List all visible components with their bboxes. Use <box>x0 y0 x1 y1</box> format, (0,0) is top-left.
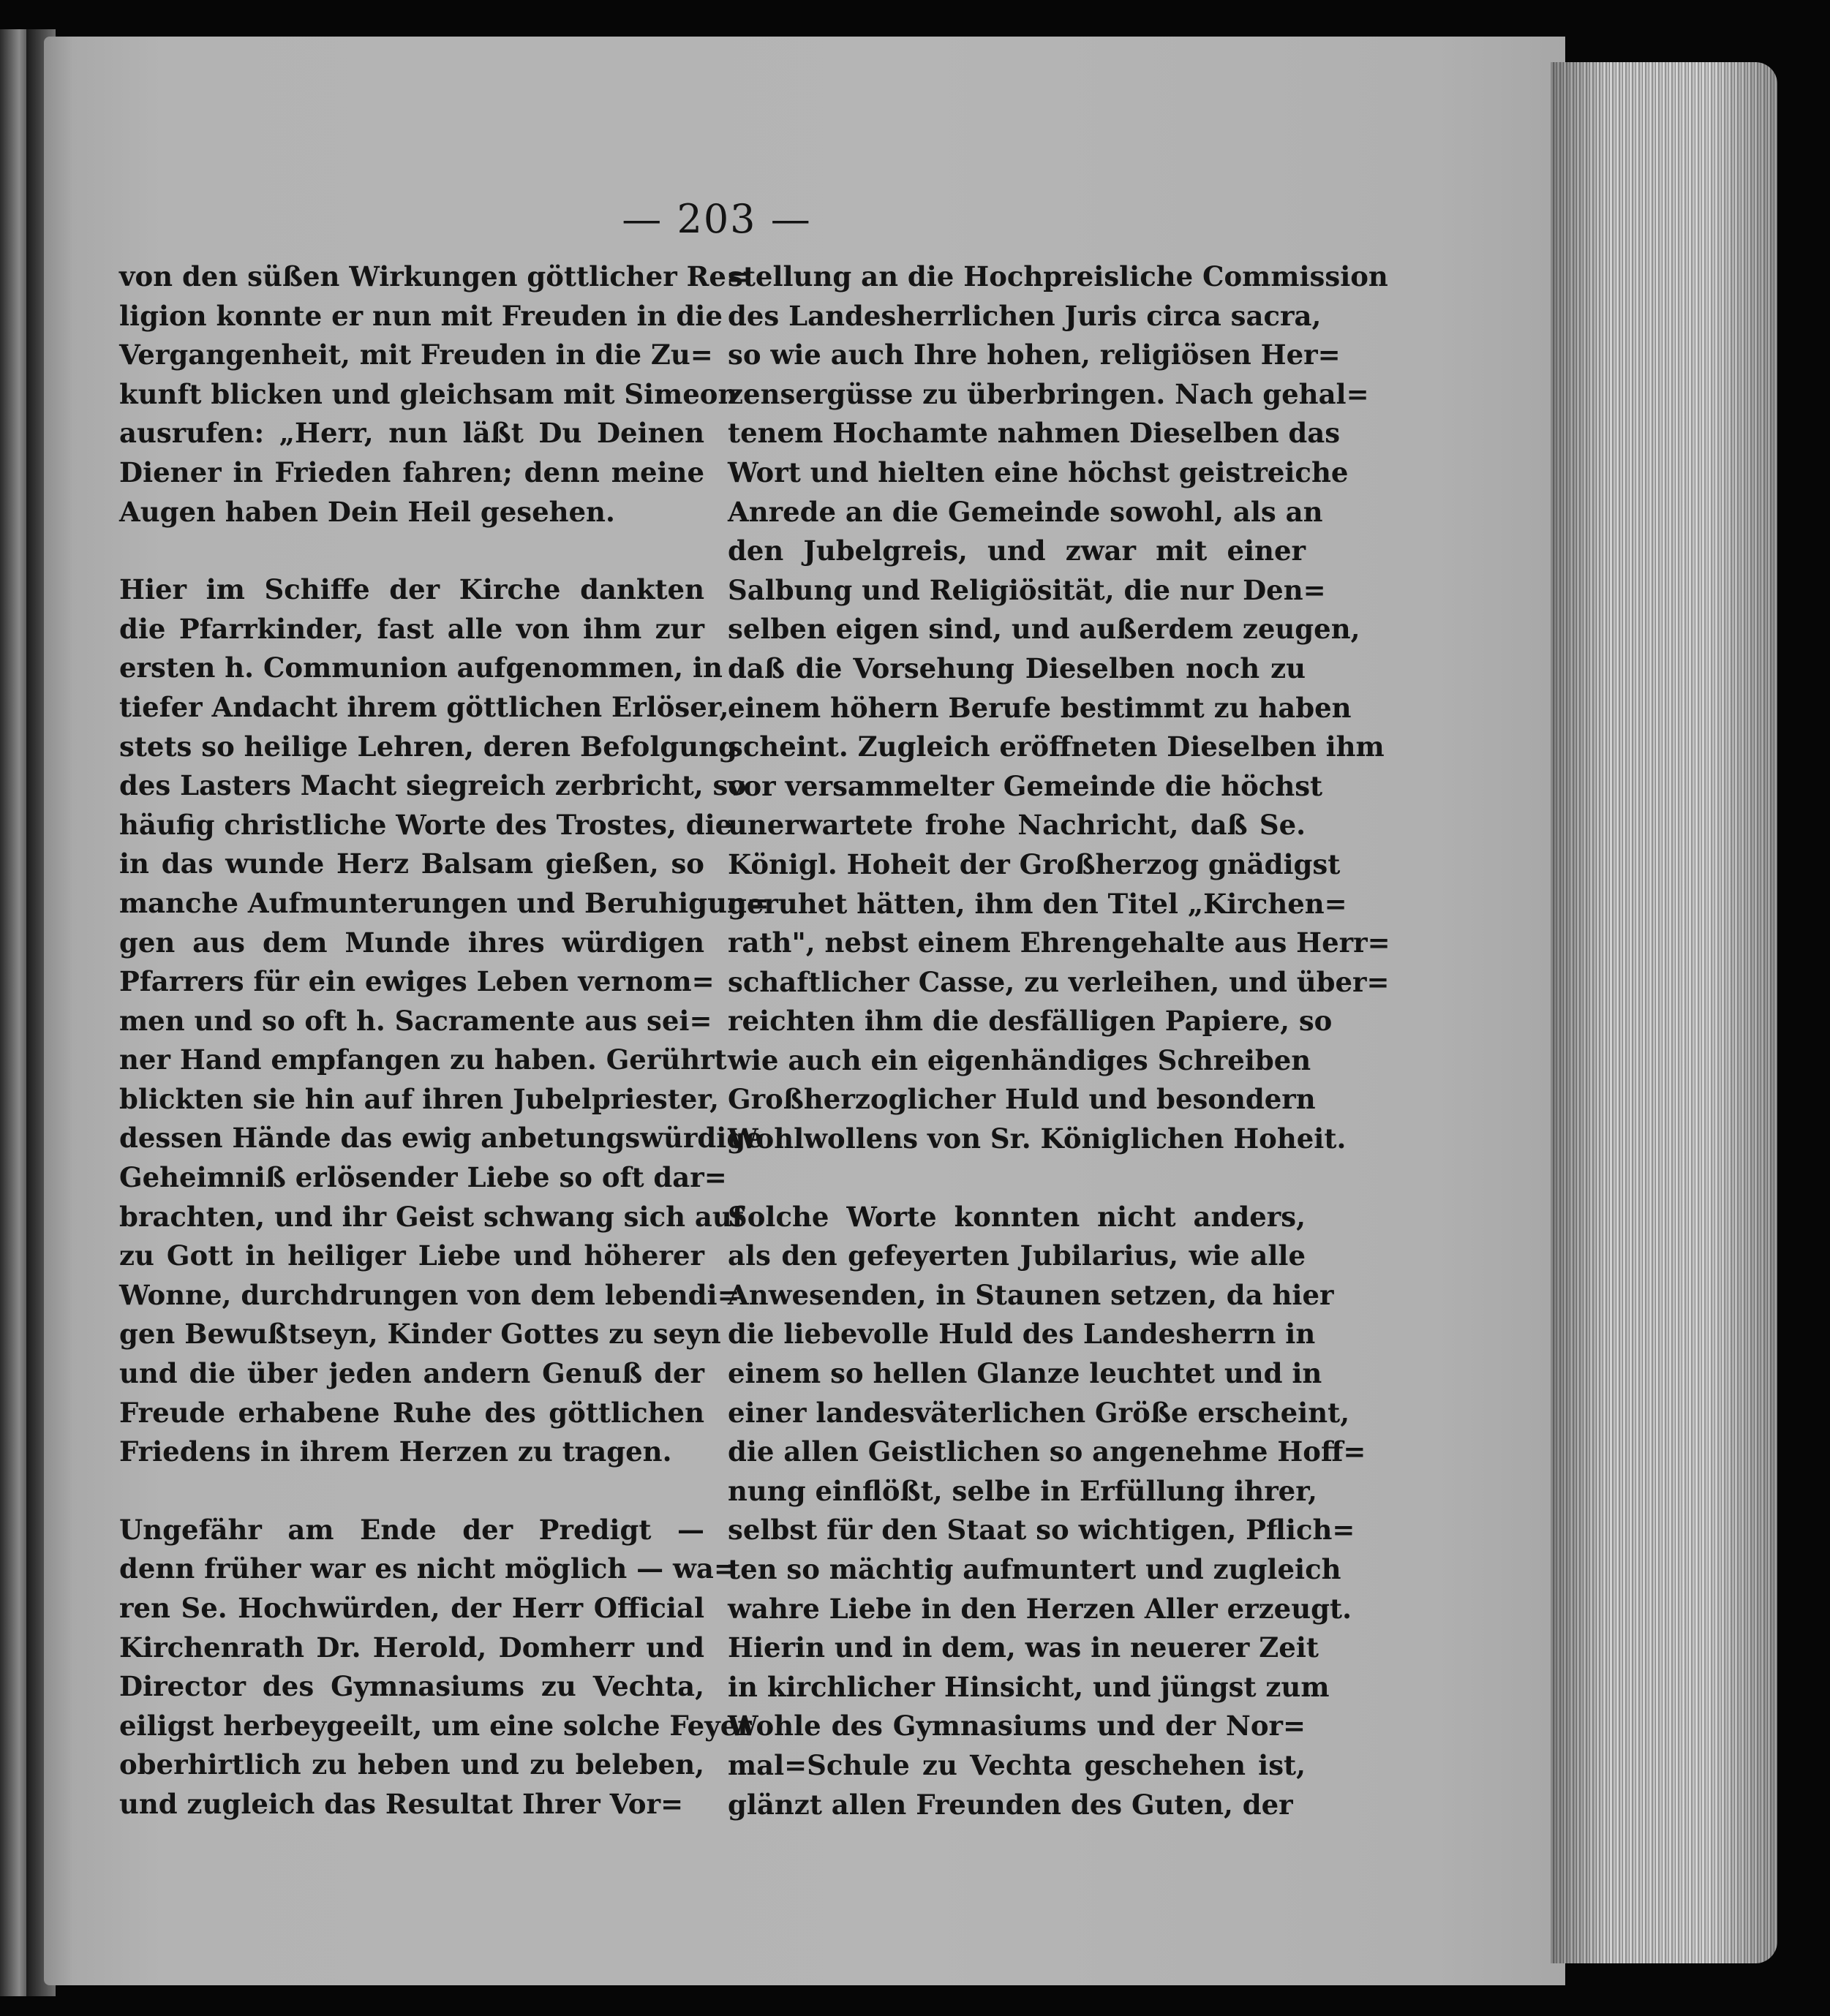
text-line: Vergangenheit, mit Freuden in die Zu= <box>119 339 713 371</box>
paragraph <box>119 1511 752 1824</box>
right-text-column <box>728 257 1390 1824</box>
text-line: Pfarrers für ein ewiges Leben vernom= <box>119 965 715 998</box>
text-line: wahre Liebe in den Herzen Aller erzeugt. <box>728 1592 1352 1625</box>
text-line: des Landesherrlichen Juris circa sacra, <box>728 299 1322 332</box>
text-line: schaftlicher Casse, zu verleihen, und über= <box>728 965 1390 998</box>
text-line: Hierin und in dem, was in neuerer Zeit <box>728 1631 1319 1664</box>
text-line: vor versammelter Gemeinde die höchst <box>728 769 1323 802</box>
text-line: Freude erhabene Ruhe des göttlichen <box>119 1396 704 1429</box>
text-line: mal=Schule zu Vechta geschehen ist, <box>728 1748 1306 1781</box>
text-line: die Pfarrkinder, fast alle von ihm zur <box>119 612 704 645</box>
text-line: einem so hellen Glanze leuchtet und in <box>728 1357 1322 1390</box>
text-line: Hier im Schiffe der Kirche dankten <box>119 573 704 606</box>
text-line: manche Aufmunterungen und Beruhigun= <box>119 886 769 919</box>
text-line: oberhirtlich zu heben und zu beleben, <box>119 1748 704 1781</box>
text-line: selben eigen sind, und außerdem zeugen, <box>728 613 1360 646</box>
text-line: Friedens in ihrem Herzen zu tragen. <box>119 1435 672 1468</box>
text-line: ren Se. Hochwürden, der Herr Official <box>119 1592 704 1624</box>
text-line: rath", nebst einem Ehrengehalte aus Herr= <box>728 926 1390 959</box>
text-line: reichten ihm die desfälligen Papiere, so <box>728 1005 1333 1038</box>
text-line: einer landesväterlichen Größe erscheint, <box>728 1396 1350 1429</box>
text-line: ligion konnte er nun mit Freuden in die <box>119 299 723 332</box>
text-line: Augen haben Dein Heil gesehen. <box>119 495 615 528</box>
text-line: dessen Hände das ewig anbetungswürdige <box>119 1122 763 1155</box>
text-line: Anrede an die Gemeinde sowohl, als an <box>728 495 1323 528</box>
text-line: men und so oft h. Sacramente aus sei= <box>119 1004 712 1037</box>
text-line: ner Hand empfangen zu haben. Gerührt <box>119 1043 727 1076</box>
text-line: Diener in Frieden fahren; denn meine <box>119 456 704 488</box>
text-line: in kirchlicher Hinsicht, und jüngst zum <box>728 1670 1330 1703</box>
text-line: Kirchenrath Dr. Herold, Domherr und <box>119 1631 704 1664</box>
text-line: und zugleich das Resultat Ihrer Vor= <box>119 1787 684 1820</box>
text-line: gen Bewußtseyn, Kinder Gottes zu seyn <box>119 1318 721 1351</box>
text-line: so wie auch Ihre hohen, religiösen Her= <box>728 339 1341 371</box>
text-line: den Jubelgreis, und zwar mit einer <box>728 535 1306 567</box>
text-line: gen aus dem Munde ihres würdigen <box>119 926 704 959</box>
text-line: ten so mächtig aufmuntert und zugleich <box>728 1553 1341 1585</box>
text-line: brachten, und ihr Geist schwang sich auf <box>119 1200 744 1233</box>
text-line: scheint. Zugleich eröffneten Dieselben ihm <box>728 730 1385 763</box>
text-line: tiefer Andacht ihrem göttlichen Erlöser, <box>119 690 729 723</box>
text-line: die allen Geistlichen so angenehme Hoff= <box>728 1435 1366 1468</box>
page-number: — 203 — <box>622 196 812 242</box>
text-line: die liebevolle Huld des Landesherrn in <box>728 1318 1316 1351</box>
text-line: wie auch ein eigenhändiges Schreiben <box>728 1043 1311 1076</box>
text-line: zensergüsse zu überbringen. Nach gehal= <box>728 377 1369 410</box>
text-line: einem höhern Berufe bestimmt zu haben <box>728 691 1352 724</box>
text-line: blickten sie hin auf ihren Jubelpriester, <box>119 1082 720 1115</box>
text-line: zu Gott in heiliger Liebe und höherer <box>119 1239 704 1272</box>
text-line: geruhet hätten, ihm den Titel „Kirchen= <box>728 887 1347 920</box>
text-line: und die über jeden andern Genuß der <box>119 1357 704 1390</box>
text-line: in das wunde Herz Balsam gießen, so <box>119 847 704 880</box>
text-line: Geheimniß erlösender Liebe so oft dar= <box>119 1161 727 1194</box>
left-text-column <box>119 257 769 1824</box>
paragraph-gap <box>728 1159 1306 1198</box>
paragraph <box>728 257 1390 1159</box>
text-line: kunft blicken und gleichsam mit Simeon <box>119 377 738 410</box>
text-line: häufig christliche Worte des Trostes, die <box>119 808 733 841</box>
text-line: Großherzoglicher Huld und besondern <box>728 1083 1316 1116</box>
text-line: unerwartete frohe Nachricht, daß Se. <box>728 809 1306 842</box>
text-line: ausrufen: „Herr, nun läßt Du Deinen <box>119 417 704 450</box>
text-line: selbst für den Staat so wichtigen, Pflich= <box>728 1514 1355 1547</box>
text-line: ersten h. Communion aufgenommen, in <box>119 652 723 684</box>
text-line: denn früher war es nicht möglich — wa= <box>119 1552 737 1585</box>
text-line: Solche Worte konnten nicht anders, <box>728 1200 1306 1233</box>
paragraph <box>119 257 749 532</box>
text-line: stellung an die Hochpreisliche Commission <box>728 260 1388 292</box>
text-line: Wohlwollens von Sr. Königlichen Hoheit. <box>728 1122 1347 1155</box>
text-line: von den süßen Wirkungen göttlicher Re= <box>119 260 749 292</box>
text-line: Wort und hielten eine höchst geistreiche <box>728 456 1349 488</box>
paragraph-gap <box>119 532 704 570</box>
text-line: Anwesenden, in Staunen setzen, da hier <box>728 1278 1334 1311</box>
paragraph <box>728 1198 1366 1825</box>
text-line: nung einflößt, selbe in Erfüllung ihrer, <box>728 1474 1317 1507</box>
text-line: Director des Gymnasiums zu Vechta, <box>119 1670 704 1703</box>
text-line: Salbung und Religiösität, die nur Den= <box>728 573 1326 606</box>
text-line: Wohle des Gymnasiums und der Nor= <box>728 1710 1306 1743</box>
page-edges-shading <box>1551 62 1777 1963</box>
text-line: daß die Vorsehung Dieselben noch zu <box>728 652 1306 684</box>
text-line: Ungefähr am Ende der Predigt — <box>119 1513 704 1546</box>
text-line: eiligst herbeygeeilt, um eine solche Feyer <box>119 1709 752 1742</box>
text-line: als den gefeyerten Jubilarius, wie alle <box>728 1239 1306 1272</box>
text-line: tenem Hochamte nahmen Dieselben das <box>728 417 1341 450</box>
text-line: Königl. Hoheit der Großherzog gnädigst <box>728 847 1341 880</box>
paragraph <box>119 570 769 1472</box>
text-line: des Lasters Macht siegreich zerbricht, so <box>119 769 747 802</box>
text-line: Wonne, durchdrungen von dem lebendi= <box>119 1278 740 1311</box>
text-line: glänzt allen Freunden des Guten, der <box>728 1788 1293 1821</box>
text-line: stets so heilige Lehren, deren Befolgung <box>119 730 737 763</box>
paragraph-gap <box>119 1472 704 1511</box>
